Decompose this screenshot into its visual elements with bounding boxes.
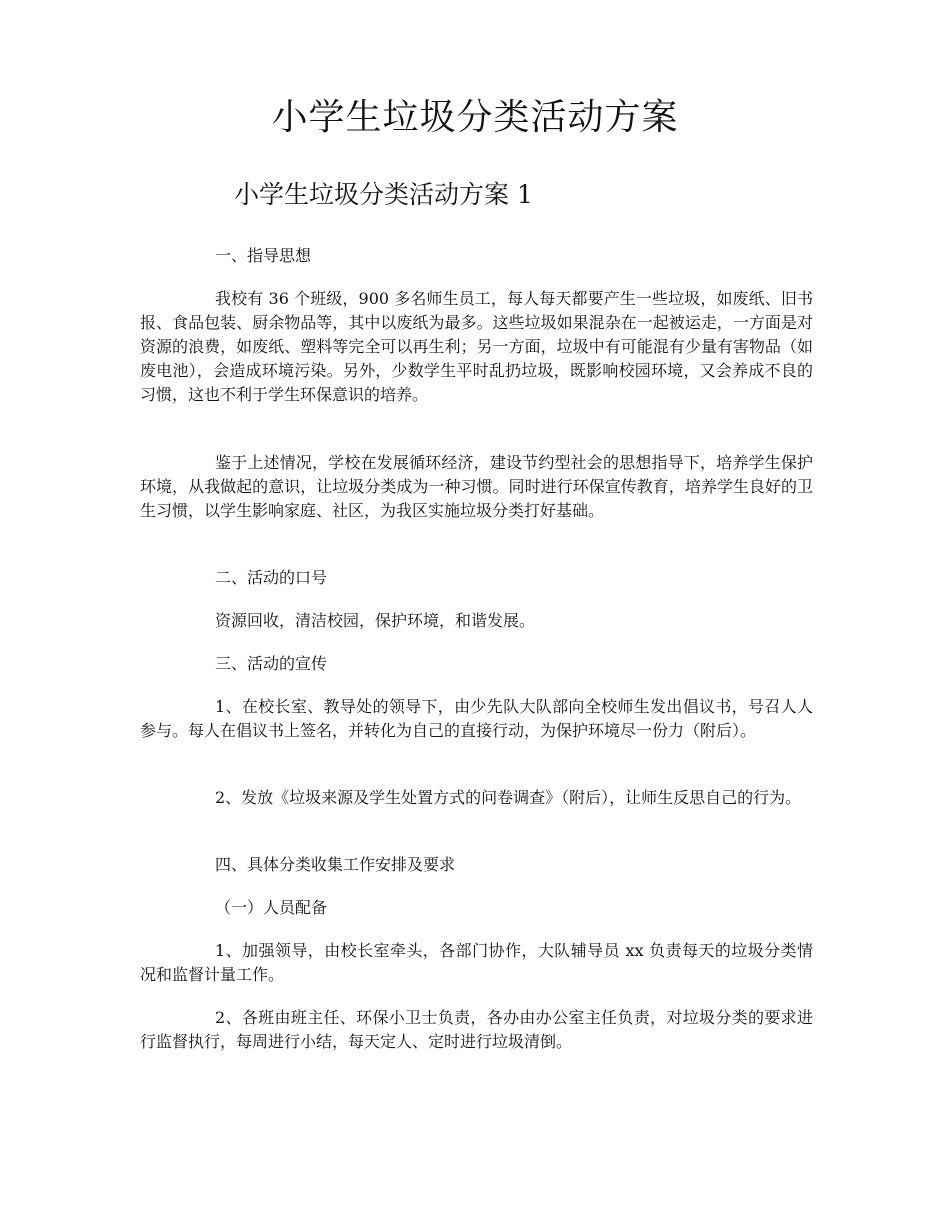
paragraph-publicity-item-2: 2、发放《垃圾来源及学生处置方式的问卷调查》（附后），让师生反思自己的行为。 <box>215 788 802 807</box>
section-heading-slogan: 二、活动的口号 <box>215 568 328 587</box>
section-heading-guiding-ideology: 一、指导思想 <box>215 246 312 265</box>
paragraph-publicity-item-1: 1、在校长室、教导处的领导下，由少先队大队部向全校师生发出倡议书，号召人人参与。每人在倡议书上签名，并转化为自己的直接行动，为保护环境尽一份力（附后）。 <box>140 697 813 740</box>
document-subtitle: 小学生垃圾分类活动方案 1 <box>234 180 533 209</box>
section-heading-arrangements: 四、具体分类收集工作安排及要求 <box>215 855 456 874</box>
paragraph-staffing-item-2: 2、各班由班主任、环保小卫士负责，各办由办公室主任负责，对垃圾分类的要求进行监督执行，每周进行小结，每天定人、定时进行垃圾清倒。 <box>140 1008 813 1051</box>
paragraph-school-waste-situation: 我校有 36 个班级，900 多名师生员工，每人每天都要产生一些垃圾，如废纸、旧书报、食品包装、厨余物品等，其中以废纸为最多。这些垃圾如果混杂在一起被运走，一方面是对资源的浪费，如废纸、塑料等完全可以再生利；另一方面，垃圾中有可能混有少量有害物品（如废电池），会造成环境污染。另外，少数学生平时乱扔垃圾，既影响校园环境，又会养成不良的习惯，这也不利于学生环保意识的培养。 <box>140 289 813 404</box>
document-title: 小学生垃圾分类活动方案 <box>271 97 679 138</box>
slogan-text: 资源回收，清洁校园，保护环境，和谐发展。 <box>215 611 536 630</box>
section-heading-publicity: 三、活动的宣传 <box>215 654 328 673</box>
paragraph-staffing-item-1: 1、加强领导，由校长室牵头，各部门协作，大队辅导员 xx 负责每天的垃圾分类情况和监督计量工作。 <box>140 941 813 984</box>
subsection-heading-staffing: （一）人员配备 <box>215 898 328 917</box>
paragraph-purpose: 鉴于上述情况，学校在发展循环经济，建设节约型社会的思想指导下，培养学生保护环境，从我做起的意识，让垃圾分类成为一种习惯。同时进行环保宣传教育，培养学生良好的卫生习惯，以学生影响家庭、社区，为我区实施垃圾分类打好基础。 <box>140 453 813 520</box>
